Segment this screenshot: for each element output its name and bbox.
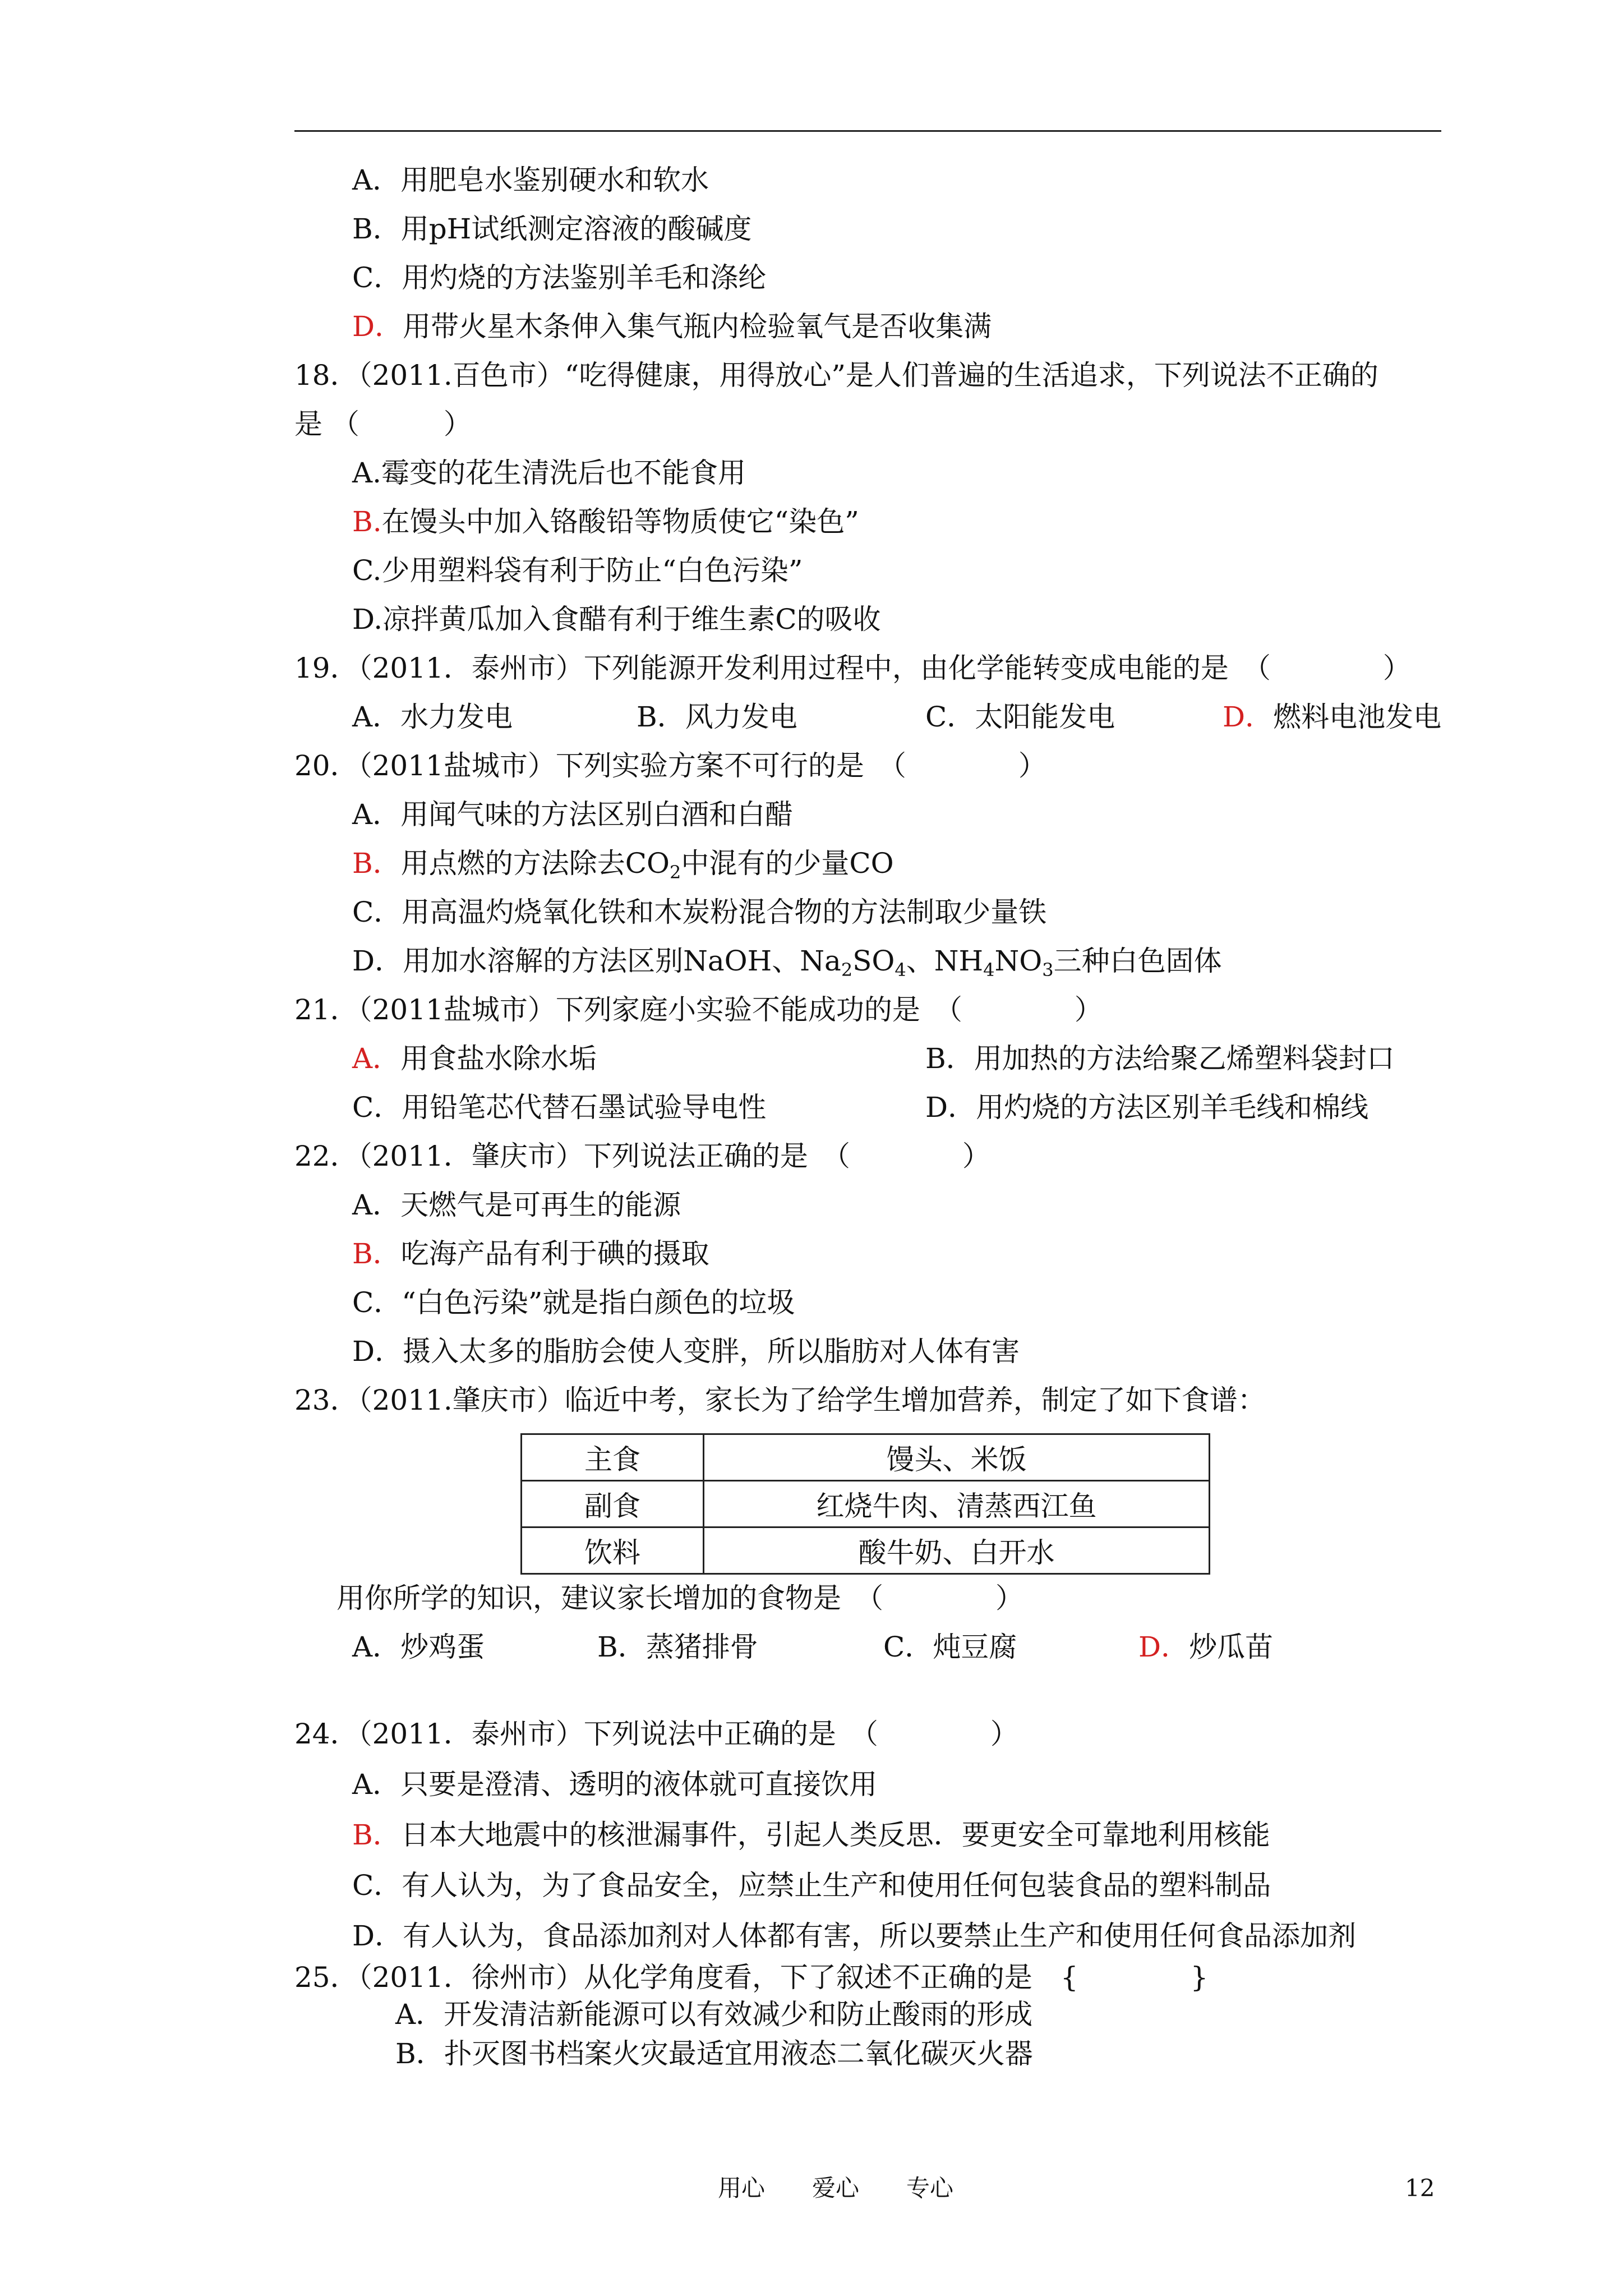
option-label: D． (925, 1091, 976, 1124)
q20-stem: 20．（2011盐城市）下列实验方案不可行的是 （ ） (294, 749, 1046, 782)
option-text: “白色污染”就是指白颜色的垃圾 (402, 1286, 795, 1319)
q17-option-c (352, 260, 766, 295)
q18-option-c (352, 553, 803, 588)
option-text: 用带火星木条伸入集气瓶内检验氧气是否收集满 (403, 310, 992, 343)
option-text: 用灼烧的方法鉴别羊毛和涤纶 (402, 261, 767, 294)
footer-motto: 用心 爱心 专心 (718, 2174, 954, 2202)
q22-option-d (352, 1334, 1020, 1369)
option-text: 用高温灼烧氧化铁和木炭粉混合物的方法制取少量铁 (402, 896, 1047, 928)
option-label: A． (352, 1189, 401, 1221)
option-text: 霉变的花生清洗后也不能食用 (381, 457, 746, 489)
subscript: 2 (670, 862, 681, 883)
q24-option-d (352, 1918, 1356, 1953)
option-text: 蒸猪排骨 (645, 1631, 758, 1663)
option-label: A． (395, 1998, 444, 2031)
q18-option-a (352, 455, 746, 490)
q21-option-a (352, 1041, 597, 1076)
answer-label: D． (1138, 1631, 1189, 1663)
option-label: C． (352, 1091, 402, 1124)
option-text: NO (994, 945, 1043, 977)
option-text: 吃海产品有利于碘的摄取 (400, 1237, 709, 1270)
q20-option-b (352, 846, 894, 881)
q25-option-a (395, 1997, 1032, 2032)
q23-option-a (352, 1630, 485, 1664)
header-rule (294, 130, 1441, 132)
option-text: 用肥皂水鉴别硬水和软水 (400, 164, 709, 196)
q18-option-b (352, 504, 859, 539)
option-text: 三种白色固体 (1053, 945, 1222, 977)
option-text: 凉拌黄瓜加入食醋有利于维生素C的吸收 (382, 603, 881, 636)
option-text: 风力发电 (685, 701, 797, 733)
option-text: 有人认为，为了食品安全，应禁止生产和使用任何包装食品的塑料制品 (402, 1869, 1271, 1902)
option-text: 用点燃的方法除去CO (400, 847, 670, 880)
q24-stem: 24．（2011．泰州市）下列说法中正确的是 （ ） (294, 1718, 1018, 1750)
option-label: C． (352, 1286, 402, 1319)
option-label: B． (637, 701, 685, 733)
q19-option-d (1223, 700, 1441, 734)
table-cell-category: 副食 (522, 1481, 704, 1527)
option-text: 用铅笔芯代替石墨试验导电性 (402, 1091, 767, 1124)
table-cell-category: 主食 (522, 1434, 704, 1481)
page-number: 12 (1405, 2174, 1435, 2202)
answer-label: B． (352, 1237, 401, 1270)
option-text: 扑灭图书档案火灾最适宜用液态二氧化碳灭火器 (444, 2037, 1033, 2070)
q22-option-c (352, 1285, 795, 1320)
option-label: D. (352, 603, 383, 636)
option-text: 用食盐水除水垢 (400, 1042, 597, 1075)
option-label: A． (352, 164, 401, 196)
answer-label: B． (352, 847, 401, 880)
option-text: 用pH试纸测定溶液的酸碱度 (400, 213, 752, 245)
table-cell-foods: 红烧牛肉、清蒸西江鱼 (704, 1481, 1210, 1527)
option-label: A． (352, 1768, 401, 1801)
answer-label: B. (352, 505, 382, 538)
q17-option-d (352, 309, 992, 344)
option-text: 摄入太多的脂肪会使人变胖，所以脂肪对人体有害 (403, 1335, 1020, 1368)
option-label: C. (352, 554, 382, 587)
option-text: 燃料电池发电 (1273, 701, 1442, 733)
option-text: 有人认为，食品添加剂对人体都有害，所以要禁止生产和使用任何食品添加剂 (403, 1920, 1357, 1952)
option-text: 日本大地震中的核泄漏事件，引起人类反思．要更安全可靠地利用核能 (400, 1819, 1270, 1851)
q24-option-a (352, 1767, 877, 1802)
option-text: 天燃气是可再生的能源 (400, 1189, 681, 1221)
q22-option-a (352, 1188, 681, 1222)
q23-option-b (597, 1630, 758, 1664)
q23-prompt: 用你所学的知识，建议家长增加的食物是 （ ） (336, 1582, 1023, 1614)
option-label: D． (352, 1920, 403, 1952)
q19-option-a (352, 700, 513, 734)
option-label: A． (352, 701, 401, 733)
option-label: B． (395, 2037, 444, 2070)
option-text: 用加水溶解的方法区别NaOH、Na (403, 945, 841, 977)
option-label: C． (352, 1869, 402, 1902)
option-text: 在馒头中加入铬酸铅等物质使它“染色” (381, 505, 859, 538)
q19-option-b (637, 700, 797, 734)
q17-option-b (352, 211, 751, 246)
q22-stem: 22．（2011．肇庆市）下列说法正确的是 （ ） (294, 1140, 990, 1172)
option-label: C． (883, 1631, 933, 1663)
option-text: 中混有的少量CO (681, 847, 894, 880)
q20-option-a (352, 797, 793, 832)
option-label: A. (352, 457, 382, 489)
q17-option-a (352, 163, 709, 197)
option-label: B． (352, 213, 401, 245)
option-text: 开发清洁新能源可以有效减少和防止酸雨的形成 (444, 1998, 1033, 2031)
q19-option-c (925, 700, 1115, 734)
option-label: B． (925, 1042, 974, 1075)
q21-stem: 21．（2011盐城市）下列家庭小实验不能成功的是 （ ） (294, 993, 1103, 1026)
option-text: 炖豆腐 (933, 1631, 1017, 1663)
subscript: 4 (983, 959, 995, 981)
option-text: SO (852, 945, 895, 977)
q23-option-d (1138, 1630, 1273, 1664)
q21-option-d (925, 1090, 1368, 1125)
option-label: A． (352, 1631, 401, 1663)
table-cell-foods: 馒头、米饭 (704, 1434, 1210, 1481)
q23-option-c (883, 1630, 1017, 1664)
table-row (522, 1481, 1210, 1527)
q20-option-c (352, 895, 1046, 930)
answer-label: B． (352, 1819, 401, 1851)
option-label: B． (597, 1631, 646, 1663)
q25-option-b (395, 2036, 1033, 2071)
table-cell-foods: 酸牛奶、白开水 (704, 1527, 1210, 1574)
answer-label: D． (1223, 701, 1274, 733)
option-text: 用灼烧的方法区别羊毛线和棉线 (976, 1091, 1369, 1124)
q23-stem: 23．（2011.肇庆市）临近中考，家长为了给学生增加营养，制定了如下食谱： (294, 1384, 1266, 1416)
option-text: 水力发电 (400, 701, 513, 733)
q24-option-c (352, 1868, 1271, 1903)
q18-stem-line1: 18．（2011.百色市）“吃得健康，用得放心”是人们普遍的生活追求，下列说法不正确的 (294, 359, 1378, 392)
option-text: 用加热的方法给聚乙烯塑料袋封口 (974, 1042, 1395, 1075)
answer-label: D． (352, 310, 403, 343)
option-label: C． (352, 261, 402, 294)
option-text: 、NH (906, 945, 984, 977)
q21-option-b (925, 1041, 1395, 1076)
q24-option-b (352, 1818, 1270, 1852)
option-text: 用闻气味的方法区别白酒和白醋 (400, 798, 794, 831)
subscript: 3 (1042, 959, 1054, 981)
option-text: 炒鸡蛋 (400, 1631, 485, 1663)
q25-stem: 25．（2011．徐州市）从化学角度看，下了叙述不正确的是 { } (294, 1961, 1209, 1994)
table-row (522, 1527, 1210, 1574)
q22-option-b (352, 1236, 709, 1271)
table-row (522, 1434, 1210, 1481)
option-label: A． (352, 798, 401, 831)
table-cell-category: 饮料 (522, 1527, 704, 1574)
option-text: 只要是澄清、透明的液体就可直接饮用 (400, 1768, 878, 1801)
option-label: D． (352, 945, 403, 977)
meal-plan-table (520, 1433, 1210, 1575)
option-label: D． (352, 1335, 403, 1368)
q18-stem-line2: 是 （ ） (294, 408, 472, 440)
option-label: C． (925, 701, 975, 733)
q21-option-c (352, 1090, 766, 1125)
q19-stem: 19．（2011．泰州市）下列能源开发利用过程中，由化学能转变成电能的是 （ ） (294, 652, 1411, 684)
q18-option-d (352, 602, 880, 637)
option-label: C． (352, 896, 402, 928)
subscript: 4 (895, 959, 906, 981)
q20-option-d (352, 944, 1222, 981)
option-text: 太阳能发电 (975, 701, 1115, 733)
subscript: 2 (841, 959, 853, 981)
option-text: 炒瓜苗 (1189, 1631, 1274, 1663)
answer-label: A． (352, 1042, 401, 1075)
option-text: 少用塑料袋有利于防止“白色污染” (381, 554, 803, 587)
